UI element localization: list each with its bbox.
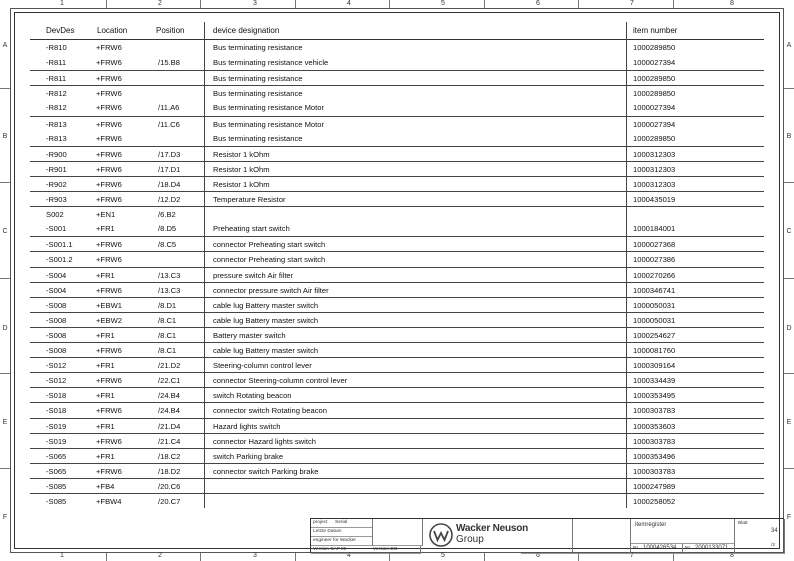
doc-number: 1000426534 xyxy=(643,545,677,551)
location-cell: +FRW6 xyxy=(96,346,122,355)
item-number-cell: 1000312303 xyxy=(633,164,676,174)
item-number-cell: 1000435019 xyxy=(633,195,676,204)
column-number: 6 xyxy=(536,552,540,559)
devdes-cell: -R812 xyxy=(46,89,67,99)
row-tick xyxy=(0,182,10,183)
table-row xyxy=(30,327,764,343)
row-tick xyxy=(0,278,10,279)
header-item-number: item number xyxy=(633,26,678,35)
revision-cell xyxy=(573,519,631,554)
table-row xyxy=(30,221,764,236)
location-cell: +FRW6 xyxy=(96,149,122,159)
drawing-title: itemregister xyxy=(635,522,667,528)
position-cell: /24.B4 xyxy=(158,391,180,401)
header-position: Position xyxy=(156,26,185,35)
position-cell: /13.C3 xyxy=(158,270,181,280)
item-number-cell: 1000312303 xyxy=(633,149,676,159)
row-letter: C xyxy=(786,228,792,235)
row-tick xyxy=(784,278,794,279)
position-cell: /11.C6 xyxy=(158,119,180,129)
devdes-cell: -R902 xyxy=(46,179,67,189)
column-tick xyxy=(295,553,296,561)
project-label: project xyxy=(313,520,328,525)
devdes-cell: -R813 xyxy=(46,119,67,129)
column-number: 7 xyxy=(630,0,634,7)
designation-cell: Battery master switch xyxy=(213,330,286,340)
position-cell: /20.C7 xyxy=(158,497,181,506)
table-row xyxy=(30,116,764,132)
column-number: 3 xyxy=(253,552,257,559)
row-tick xyxy=(784,182,794,183)
item-number-cell: 1000270266 xyxy=(633,270,676,280)
item-number-cell: 1000289850 xyxy=(633,133,676,143)
table-row xyxy=(30,357,764,373)
location-cell: +FRW6 xyxy=(96,119,122,129)
item-number-cell: 1000346741 xyxy=(633,285,676,295)
column-tick xyxy=(578,553,579,561)
item-number-cell: 1000050031 xyxy=(633,300,676,310)
engineer-cell xyxy=(311,537,373,546)
table-row xyxy=(30,312,764,328)
row-tick xyxy=(0,88,10,89)
item-number-cell: 1000309164 xyxy=(633,361,676,371)
designation-cell: switch Parking brake xyxy=(213,451,284,461)
table-row xyxy=(30,146,764,162)
title-cell xyxy=(631,519,735,544)
location-cell: +FR1 xyxy=(96,270,115,280)
version2-label: Version DG xyxy=(373,547,398,552)
table-row xyxy=(30,297,764,313)
position-cell: /20.C6 xyxy=(158,481,181,491)
date-label: Letzte Datum xyxy=(313,529,342,534)
item-number-cell: 1000289850 xyxy=(633,89,676,99)
devdes-cell: -R900 xyxy=(46,149,67,159)
location-cell: +FRW6 xyxy=(96,240,122,250)
table-row xyxy=(30,100,764,115)
column-tick xyxy=(484,553,485,561)
page-cell xyxy=(735,519,785,554)
location-cell: +FRW6 xyxy=(96,89,122,99)
devdes-cell: -S019 xyxy=(46,436,67,446)
table-row xyxy=(30,206,764,222)
row-letter: E xyxy=(786,419,792,426)
version-value: 00 xyxy=(341,547,347,552)
column-number: 2 xyxy=(158,0,162,7)
designation-cell: cable lug Battery master switch xyxy=(213,315,319,325)
company-name: Wacker Neuson xyxy=(456,523,529,534)
designation-cell: Resistor 1 kOhm xyxy=(213,179,270,189)
position-cell: /22.C1 xyxy=(158,376,181,386)
location-cell: +FRW6 xyxy=(96,58,122,68)
location-cell: +FR1 xyxy=(96,421,115,431)
devdes-cell: -S018 xyxy=(46,406,67,416)
devdes-cell: -R813 xyxy=(46,133,67,143)
location-cell: +FRW6 xyxy=(96,133,122,143)
item-number-cell: 1000289850 xyxy=(633,74,676,84)
position-cell: /8.C5 xyxy=(158,240,177,250)
designation-cell: connector switch Rotating beacon xyxy=(213,406,327,416)
location-cell: +FRW6 xyxy=(96,43,122,52)
position-cell: /8.C1 xyxy=(158,315,177,325)
table-row xyxy=(30,267,764,283)
header-designation: device designation xyxy=(213,26,280,35)
table-row xyxy=(30,418,764,434)
location-cell: +FRW6 xyxy=(96,406,122,416)
designation-cell: connector Preheating start switch xyxy=(213,255,326,265)
location-cell: +FRW6 xyxy=(96,164,122,174)
table-row xyxy=(30,176,764,192)
position-cell: /8.C1 xyxy=(158,330,177,340)
location-cell: +FR1 xyxy=(96,224,115,234)
item-number-cell: 1000027386 xyxy=(633,255,676,265)
designation-cell: connector Steering-column control lever xyxy=(213,376,348,386)
column-number: 1 xyxy=(60,552,64,559)
location-cell: +FRW6 xyxy=(96,376,122,386)
designation-cell: Bus terminating resistance xyxy=(213,43,303,52)
devdes-cell: -S012 xyxy=(46,376,67,386)
item-number-cell: 1000334439 xyxy=(633,376,676,386)
empty-cell xyxy=(373,519,423,546)
column-tick xyxy=(673,0,674,8)
table-row xyxy=(30,478,764,494)
location-cell: +FB4 xyxy=(96,481,115,491)
location-cell: +FRW6 xyxy=(96,195,122,204)
item-number-cell: 1000081760 xyxy=(633,346,676,355)
item-number-cell: 1000050031 xyxy=(633,315,676,325)
item-number-cell: 1000027394 xyxy=(633,58,676,68)
row-letter: E xyxy=(2,419,8,426)
designation-cell: cable lug Battery master switch xyxy=(213,346,319,355)
devdes-cell: -S008 xyxy=(46,315,67,325)
designation-cell: connector Preheating start switch xyxy=(213,240,326,250)
designation-cell: Preheating start switch xyxy=(213,224,290,234)
position-cell: /18.C2 xyxy=(158,451,181,461)
item-number-cell: 1000027394 xyxy=(633,119,676,129)
table-row xyxy=(30,131,764,146)
item-number-cell: 1000303783 xyxy=(633,436,676,446)
doc-prefix: Nr. xyxy=(633,546,640,551)
header-location: Location xyxy=(97,26,128,35)
devdes-cell: -R811 xyxy=(46,74,67,84)
position-cell: /13.C3 xyxy=(158,285,181,295)
table-row xyxy=(30,161,764,177)
item-number-cell: 1000258052 xyxy=(633,497,676,506)
table-row xyxy=(30,70,764,86)
designation-cell: Steering-column control lever xyxy=(213,361,312,371)
position-cell: /8.C1 xyxy=(158,346,177,355)
position-cell: /12.D2 xyxy=(158,195,181,204)
designation-cell: Bus terminating resistance Motor xyxy=(213,103,324,113)
column-number: 3 xyxy=(253,0,257,7)
position-cell: /15.B8 xyxy=(158,58,180,68)
devdes-cell: S002 xyxy=(46,210,64,220)
item-number-cell: 1000254627 xyxy=(633,330,676,340)
designation-cell: cable lug Battery master switch xyxy=(213,300,319,310)
column-tick xyxy=(389,0,390,8)
location-cell: +FRW6 xyxy=(96,466,122,476)
table-row xyxy=(30,433,764,449)
devdes-cell: -S085 xyxy=(46,481,67,491)
table-row xyxy=(30,493,764,509)
designation-cell: connector switch Parking brake xyxy=(213,466,319,476)
location-cell: +FR1 xyxy=(96,361,115,371)
position-cell: /21.D2 xyxy=(158,361,181,371)
item-number-cell: 1000184001 xyxy=(633,224,676,234)
row-letter: C xyxy=(2,228,8,235)
row-letter: A xyxy=(2,42,8,49)
devdes-cell: -S001 xyxy=(46,224,67,234)
table-row xyxy=(30,448,764,464)
engineer-label: engineer for Wacker xyxy=(313,538,357,543)
row-letter: A xyxy=(786,42,792,49)
devdes-cell: -S012 xyxy=(46,361,67,371)
column-number: 1 xyxy=(60,0,64,7)
table-row xyxy=(30,191,764,207)
devdes-cell: -S065 xyxy=(46,451,67,461)
project-cell xyxy=(311,519,373,528)
page-number: 34 xyxy=(771,528,778,534)
table-row xyxy=(30,251,764,267)
table-row xyxy=(30,463,764,479)
column-number: 8 xyxy=(730,0,734,7)
location-cell: +FBW4 xyxy=(96,497,122,506)
date-cell xyxy=(311,528,373,537)
version-cell xyxy=(311,546,421,554)
devdes-cell: -S001.1 xyxy=(46,240,73,250)
row-letter: B xyxy=(2,133,8,140)
location-cell: +FRW6 xyxy=(96,179,122,189)
row-letter: D xyxy=(786,325,792,332)
location-cell: +FR1 xyxy=(96,451,115,461)
row-letter: D xyxy=(2,325,8,332)
designation-cell: Resistor 1 kOhm xyxy=(213,149,270,159)
location-cell: +FRW6 xyxy=(96,285,122,295)
column-number: 5 xyxy=(441,0,445,7)
column-number: 6 xyxy=(536,0,540,7)
doc2-number: 2000133071 xyxy=(695,545,729,551)
column-tick xyxy=(484,0,485,8)
project-value: Serial xyxy=(335,520,348,525)
location-cell: +FRW6 xyxy=(96,255,122,265)
column-tick xyxy=(295,0,296,8)
designation-cell: connector Hazard lights switch xyxy=(213,436,316,446)
devdes-cell: -S008 xyxy=(46,346,67,355)
item-number-cell: 1000353496 xyxy=(633,451,676,461)
devdes-cell: -S019 xyxy=(46,421,67,431)
row-tick xyxy=(0,468,10,469)
column-tick xyxy=(200,0,201,8)
devdes-cell: -R811 xyxy=(46,58,67,68)
item-number-cell: 1000303783 xyxy=(633,406,676,416)
position-cell: /8.D5 xyxy=(158,224,177,234)
table-row xyxy=(30,372,764,388)
designation-cell: Bus terminating resistance xyxy=(213,74,303,84)
location-cell: +FRW6 xyxy=(96,103,122,113)
column-tick xyxy=(106,0,107,8)
row-tick xyxy=(784,88,794,89)
designation-cell: Bus terminating resistance Motor xyxy=(213,119,324,129)
designation-cell: Bus terminating resistance xyxy=(213,89,303,99)
devdes-cell: -S085 xyxy=(46,497,67,506)
item-number-cell: 1000312303 xyxy=(633,179,676,189)
location-cell: +FRW6 xyxy=(96,436,122,446)
devdes-cell: -S008 xyxy=(46,300,67,310)
column-number: 4 xyxy=(347,0,351,7)
notes-cell xyxy=(521,519,573,554)
designation-cell: Temperature Resistor xyxy=(213,195,286,204)
location-cell: +FRW6 xyxy=(96,74,122,84)
column-number: 7 xyxy=(630,552,634,559)
row-letter: F xyxy=(786,514,792,521)
location-cell: +FR1 xyxy=(96,330,115,340)
column-tick xyxy=(578,0,579,8)
column-number: 8 xyxy=(730,552,734,559)
position-cell: /18.D2 xyxy=(158,466,181,476)
table-row xyxy=(30,85,764,101)
location-cell: +EBW1 xyxy=(96,300,122,310)
column-tick xyxy=(389,553,390,561)
devdes-cell: -S004 xyxy=(46,285,67,295)
item-number-cell: 1000289850 xyxy=(633,43,676,52)
row-letter: F xyxy=(2,514,8,521)
page-label: Blatt xyxy=(738,521,748,526)
location-cell: +FR1 xyxy=(96,391,115,401)
devdes-cell: -S004 xyxy=(46,270,67,280)
item-number-cell: 1000027394 xyxy=(633,103,676,113)
item-number-cell: 1000303783 xyxy=(633,466,676,476)
page-total: /2 xyxy=(771,543,776,548)
row-tick xyxy=(0,373,10,374)
position-cell: /18.D4 xyxy=(158,179,181,189)
position-cell: /8.D1 xyxy=(158,300,177,310)
row-tick xyxy=(784,468,794,469)
item-number-cell: 1000353495 xyxy=(633,391,676,401)
position-cell: /17.D1 xyxy=(158,164,181,174)
designation-cell: Bus terminating resistance vehicle xyxy=(213,58,329,68)
doc2-prefix: Nr. xyxy=(685,546,692,551)
position-cell: /6.B2 xyxy=(158,210,176,220)
table-row xyxy=(30,282,764,298)
table-row xyxy=(30,55,764,70)
item-number-cell: 1000353603 xyxy=(633,421,676,431)
designation-cell: Bus terminating resistance xyxy=(213,133,303,143)
designation-cell: Hazard lights switch xyxy=(213,421,281,431)
item-number-cell: 1000027368 xyxy=(633,240,676,250)
header-devdes: DevDes xyxy=(46,26,75,35)
title-block xyxy=(310,518,784,553)
location-cell: +EBW2 xyxy=(96,315,122,325)
wacker-neuson-logo-icon xyxy=(429,523,453,547)
column-number: 2 xyxy=(158,552,162,559)
column-number: 5 xyxy=(441,552,445,559)
position-cell: /11.A6 xyxy=(158,103,180,113)
designation-cell: switch Rotating beacon xyxy=(213,391,292,401)
devdes-cell: -S001.2 xyxy=(46,255,73,265)
devdes-cell: -S008 xyxy=(46,330,67,340)
devdes-cell: -R901 xyxy=(46,164,67,174)
item-number-cell: 1000247989 xyxy=(633,481,676,491)
position-cell: /24.B4 xyxy=(158,406,180,416)
column-tick xyxy=(106,553,107,561)
location-cell: +EN1 xyxy=(96,210,116,220)
table-row xyxy=(30,402,764,418)
version-label: Version SAP xyxy=(313,547,340,552)
company-sub: Group xyxy=(456,534,484,545)
position-cell: /21.C4 xyxy=(158,436,181,446)
column-number: 4 xyxy=(347,552,351,559)
designation-cell: connector pressure switch Air filter xyxy=(213,285,329,295)
designation-cell: pressure switch Air filter xyxy=(213,270,294,280)
devdes-cell: -S065 xyxy=(46,466,67,476)
table-row xyxy=(30,236,764,252)
position-cell: /17.D3 xyxy=(158,149,181,159)
devdes-cell: -R903 xyxy=(46,195,67,204)
designation-cell: Resistor 1 kOhm xyxy=(213,164,270,174)
table-row xyxy=(30,342,764,358)
row-tick xyxy=(784,373,794,374)
doc2-number-cell xyxy=(683,544,735,554)
devdes-cell: -S018 xyxy=(46,391,67,401)
doc-number-cell xyxy=(631,544,683,554)
table-row xyxy=(30,387,764,403)
table-row xyxy=(30,40,764,55)
column-tick xyxy=(200,553,201,561)
column-tick xyxy=(673,553,674,561)
devdes-cell: -R810 xyxy=(46,43,67,52)
row-letter: B xyxy=(786,133,792,140)
position-cell: /21.D4 xyxy=(158,421,181,431)
devdes-cell: -R812 xyxy=(46,103,67,113)
